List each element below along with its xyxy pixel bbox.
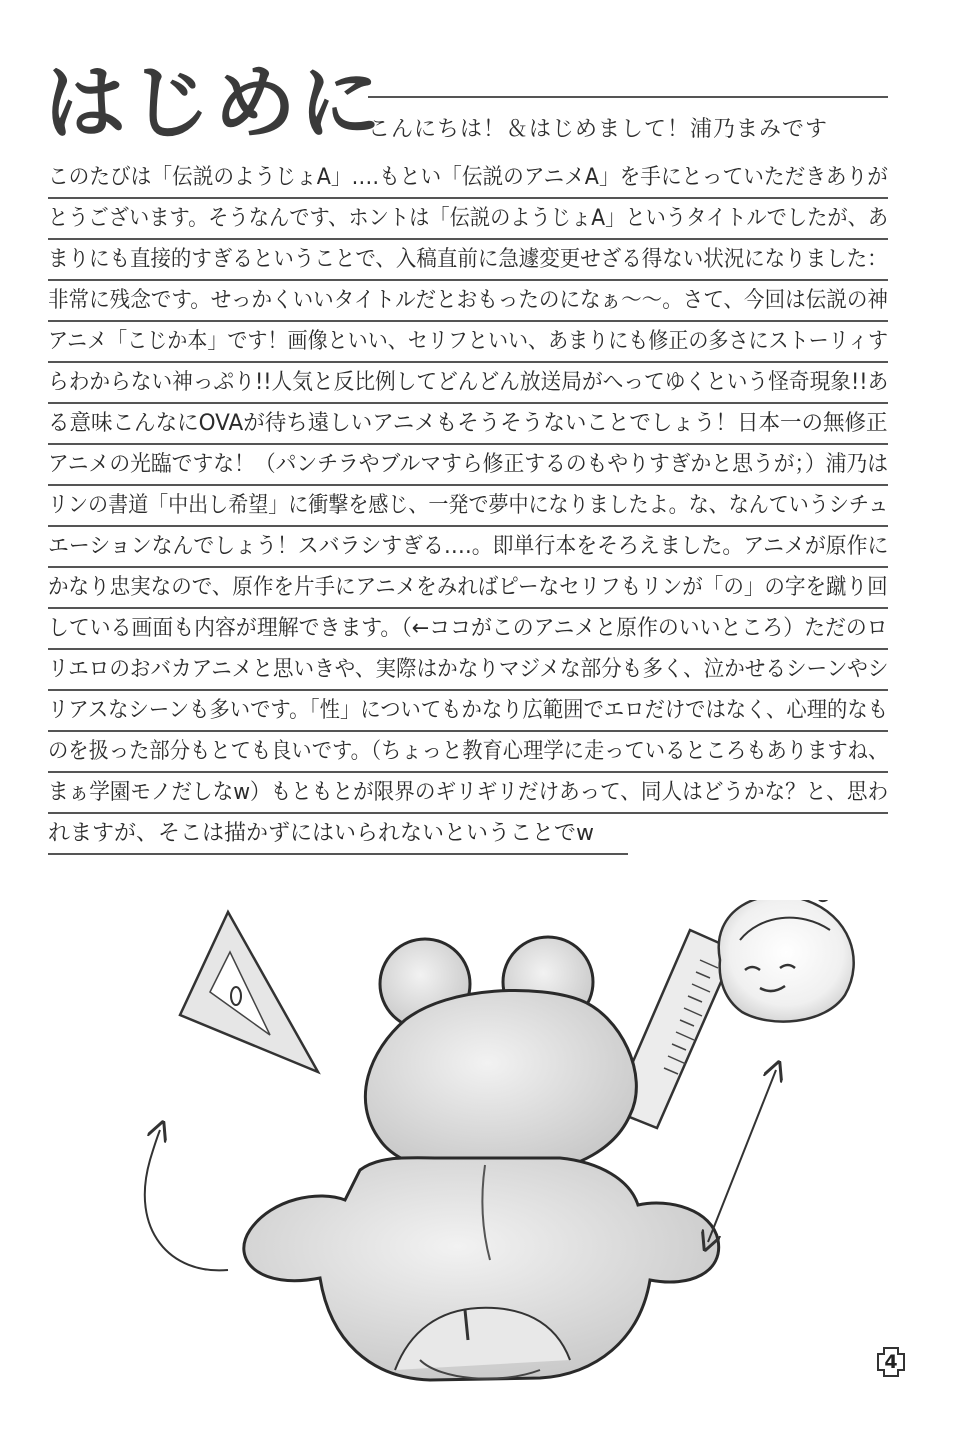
line-rule (48, 730, 888, 732)
body-line: このたびは「伝説のようじょA」‥‥もとい「伝説のアニメA」を手にとっていただきありが (48, 165, 888, 190)
line-rule (48, 771, 888, 773)
body-line: リエロのおバカアニメと思いきや、実際はかなりマジメな部分も多く、泣かせるシーンやシ (48, 657, 889, 682)
line-rule (48, 566, 888, 568)
body-line: らわからない神っぷり!!人気と反比例してどんどん放送局がへってゆくという怪奇現象!!あ (48, 370, 889, 395)
rotate-arrow-icon (145, 1130, 228, 1270)
line-rule (48, 402, 888, 404)
body-line: まぁ学園モノだしなw）もともとが限界のギリギリだけあって、同人はどうかな？と、思わ (48, 780, 889, 805)
body-line: まりにも直接的すぎるということで、入稿直前に急遽変更せざる得ない状況になりました： (48, 247, 888, 272)
body-line: アニメの光臨ですな！（パンチラやブルマすら修正するのもやりすぎかと思うが；）浦乃は (48, 452, 889, 477)
body-line: かなり忠実なので、原作を片手にアニメをみればピーなセリフもリンが「の」の字を蹴り回 (48, 575, 888, 600)
line-rule (48, 812, 888, 814)
line-rule (48, 238, 888, 240)
line-rule (48, 320, 888, 322)
body-line: リンの書道「中出し希望」に衝撃を感じ、一発で夢中になりましたよ。な、なんていうシチュ (48, 493, 889, 518)
illustration (0, 900, 980, 1438)
line-rule (48, 443, 888, 445)
page-number: 4 (884, 1351, 898, 1373)
body-line: リアスなシーンも多いです。「性」についてもかなり広範囲でエロだけではなく、心理的なも (48, 698, 889, 723)
page-title: はじめに (44, 56, 385, 151)
body-line: している画面も内容が理解できます。（←ココがこのアニメと原作のいいところ）ただのロ (48, 616, 888, 641)
line-rule (48, 853, 628, 855)
line-rule (48, 689, 888, 691)
title-rule (368, 96, 888, 98)
body-line: る意味こんなにOVAが待ち遠しいアニメもそうそうないことでしょう！日本一の無修正 (48, 411, 888, 436)
line-rule (48, 361, 888, 363)
double-arrow-icon (708, 1070, 776, 1242)
triangle-ruler-icon (180, 912, 318, 1072)
body-line: とうございます。そうなんです、ホントは「伝説のようじょA」というタイトルでしたが、あ (48, 206, 889, 231)
line-rule (48, 279, 888, 281)
body-line: のを扱った部分もとても良いです。（ちょっと教育心理学に走っているところもありますね、 (48, 739, 889, 764)
line-rule (48, 484, 888, 486)
body-line: エーションなんでしょう！スバラシすぎる‥‥。即単行本をそろえました。アニメが原作に (48, 534, 889, 559)
line-rule (48, 648, 888, 650)
bear-plush-icon (244, 937, 719, 1380)
greeting-text: こんにちは！＆はじめまして！浦乃まみです (368, 117, 829, 142)
body-line: れますが、そこは描かずにはいられないということでw (48, 821, 594, 846)
page-number-badge (876, 1346, 906, 1378)
body-line: 非常に残念です。せっかくいいタイトルだとおもったのになぁ～～。さて、今回は伝説の神 (48, 288, 888, 313)
body-line: アニメ「こじか本」です！画像といい、セリフといい、あまりにも修正の多さにストーリィす (48, 329, 889, 354)
line-rule (48, 197, 888, 199)
line-rule (48, 525, 888, 527)
line-rule (48, 607, 888, 609)
chibi-head-icon (719, 900, 854, 1022)
